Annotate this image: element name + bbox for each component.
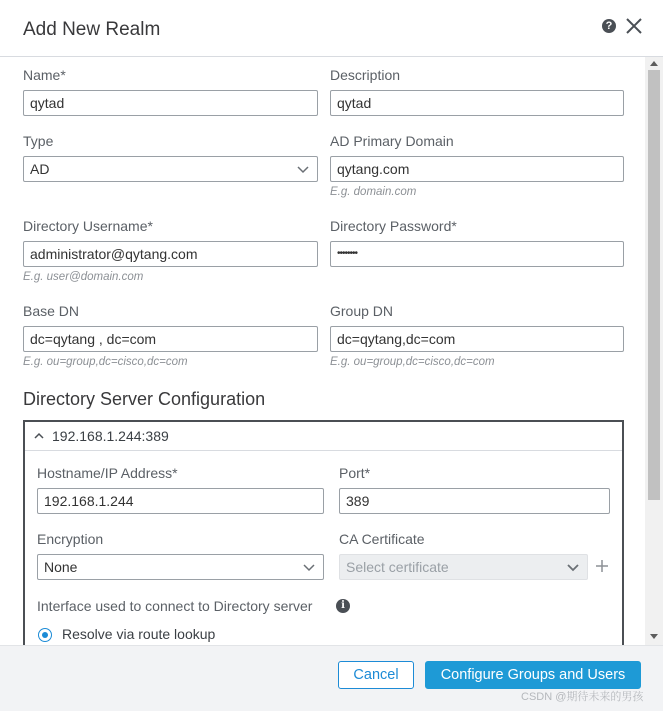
directory-server-configuration-title: Directory Server Configuration [23, 389, 266, 409]
add-certificate-plus-icon[interactable] [595, 559, 609, 573]
hostname-input[interactable]: 192.168.1.244 [37, 488, 324, 514]
ca-certificate-select[interactable] [339, 554, 588, 580]
chevron-down-icon [567, 561, 579, 573]
scroll-up-arrow-icon[interactable] [650, 61, 658, 66]
dialog-footer [0, 645, 663, 711]
vertical-scrollbar[interactable] [645, 57, 663, 645]
directory-password-label: Directory Password* [330, 218, 457, 234]
description-input[interactable]: qytad [330, 90, 624, 116]
type-label: Type [23, 133, 54, 149]
base-dn-hint: E.g. ou=group,dc=cisco,dc=com [23, 356, 188, 368]
directory-username-label: Directory Username* [23, 218, 153, 234]
close-icon[interactable] [624, 16, 644, 36]
dialog-header [0, 0, 663, 57]
group-dn-input[interactable]: dc=qytang,dc=com [330, 326, 624, 352]
ad-primary-domain-label: AD Primary Domain [330, 133, 454, 149]
hostname-label: Hostname/IP Address* [37, 465, 178, 481]
directory-username-input[interactable]: administrator@qytang.com [23, 241, 318, 267]
resolve-route-radio[interactable] [38, 628, 52, 642]
name-label: Name* [23, 67, 66, 83]
base-dn-label: Base DN [23, 303, 80, 319]
dialog-body [0, 57, 645, 645]
ca-certificate-placeholder: Select certificate [346, 559, 449, 575]
group-dn-hint: E.g. ou=group,dc=cisco,dc=com [330, 356, 495, 368]
help-icon[interactable]: ? [602, 19, 616, 33]
base-dn-input[interactable]: dc=qytang , dc=com [23, 326, 318, 352]
cancel-button[interactable]: Cancel [338, 661, 414, 689]
directory-username-hint: E.g. user@domain.com [23, 271, 144, 283]
resolve-route-label: Resolve via route lookup [62, 626, 216, 642]
directory-password-input[interactable]: •••••••• [330, 241, 624, 267]
dialog-title: Add New Realm [23, 19, 161, 40]
scrollbar-thumb[interactable] [648, 70, 660, 500]
ca-certificate-label: CA Certificate [339, 531, 425, 547]
type-select[interactable] [23, 156, 318, 182]
directory-server-panel [23, 420, 624, 645]
server-address: 192.168.1.244:389 [52, 428, 169, 444]
chevron-down-icon [297, 163, 309, 175]
configure-groups-and-users-button[interactable]: Configure Groups and Users [425, 661, 641, 689]
type-select-value: AD [30, 161, 50, 177]
encryption-label: Encryption [37, 531, 104, 547]
server-header[interactable] [25, 422, 622, 451]
port-input[interactable]: 389 [339, 488, 610, 514]
name-input[interactable]: qytad [23, 90, 318, 116]
encryption-select[interactable] [37, 554, 324, 580]
ad-primary-domain-hint: E.g. domain.com [330, 186, 417, 198]
scroll-down-arrow-icon[interactable] [650, 634, 658, 639]
interface-label: Interface used to connect to Directory server [37, 598, 313, 614]
description-label: Description [330, 67, 401, 83]
info-icon[interactable]: i [336, 599, 350, 613]
csdn-watermark: CSDN @期待未来的男孩 [521, 691, 644, 703]
chevron-up-icon[interactable] [33, 430, 45, 442]
ad-primary-domain-input[interactable]: qytang.com [330, 156, 624, 182]
group-dn-label: Group DN [330, 303, 394, 319]
chevron-down-icon [303, 561, 315, 573]
encryption-select-value: None [44, 559, 78, 575]
port-label: Port* [339, 465, 371, 481]
